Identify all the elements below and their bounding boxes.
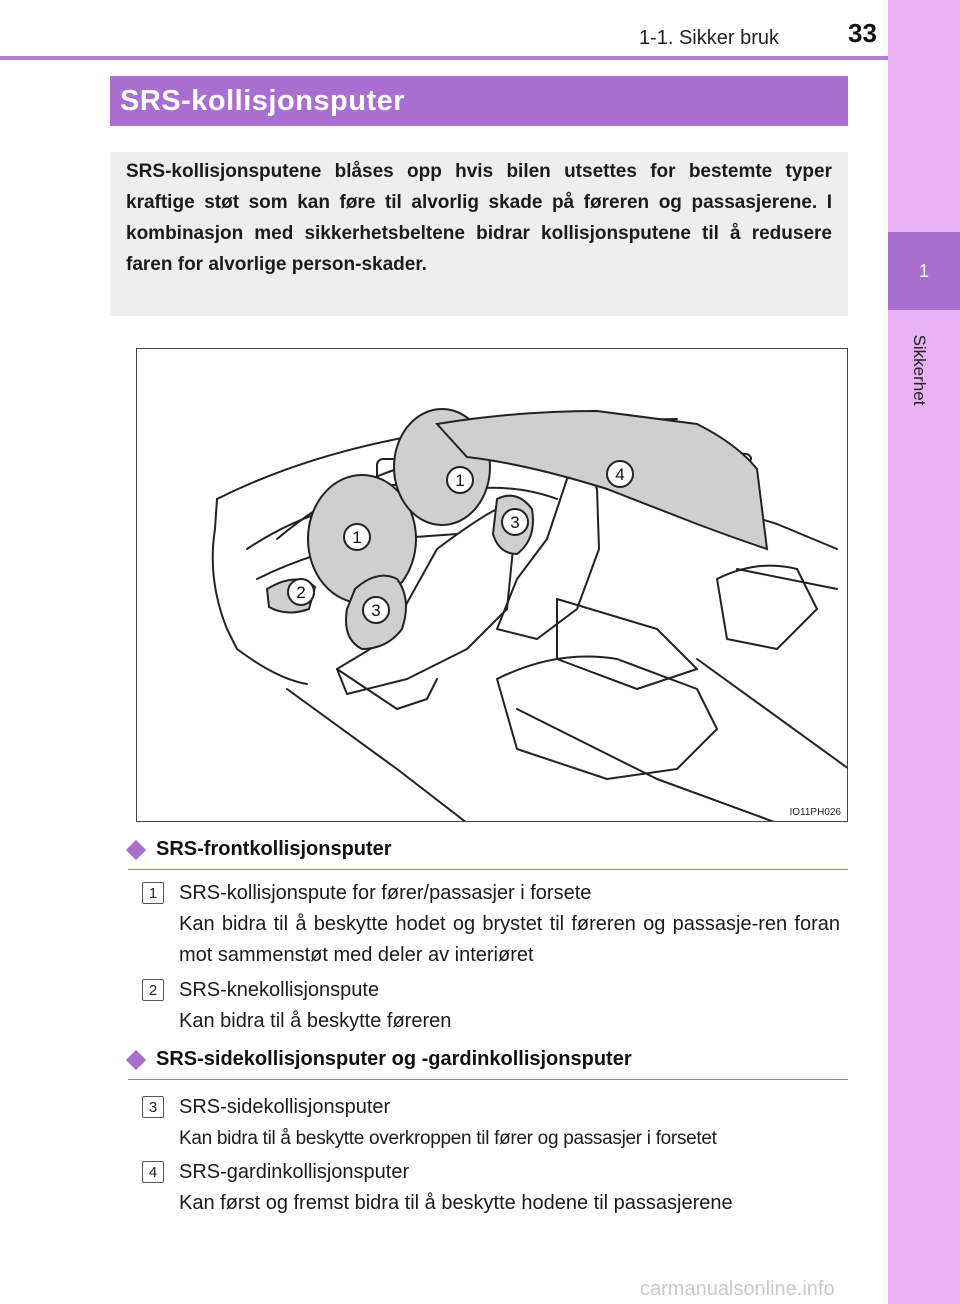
item-title: SRS-kollisjonspute for fører/passasjer i forsete (179, 882, 592, 904)
floor-right (697, 659, 848, 769)
section-heading-side-curtain-airbags (128, 1048, 848, 1080)
chapter-label-text: Sikkerhet (910, 334, 929, 406)
intro-text: SRS-kollisjonsputene blåses opp hvis bilen utsettes for bestemte typer kraftige støt som kan føre til alvorlig skade på føreren og passasjerene. I kombinasjon med sikkerhetsbeltene bidrar kollisjonsputene til å redusere faren for alvorlige person-skader. (126, 161, 832, 275)
header-rule (0, 56, 888, 60)
item-number-badge: 4 (142, 1161, 164, 1183)
page-number: 33 (848, 18, 877, 48)
chapter-number-tab[interactable]: 1 (888, 232, 960, 310)
chapter-label (908, 320, 930, 420)
item-description: Kan bidra til å beskytte føreren (179, 1010, 452, 1032)
callout-label: 2 (296, 583, 306, 602)
driver-seat-cushion (337, 669, 437, 709)
item-number-badge: 2 (142, 979, 164, 1001)
chapter-side-tab (888, 0, 960, 1304)
item-number-badge: 3 (142, 1096, 164, 1118)
item-title: SRS-knekollisjonspute (179, 979, 380, 1001)
section-heading-text: SRS-sidekollisjonsputer og -gardinkollisjonsputer (156, 1048, 632, 1070)
item-title: SRS-sidekollisjonsputer (179, 1096, 391, 1118)
center-console (557, 599, 697, 689)
page-title: SRS-kollisjonsputer (110, 76, 848, 126)
rear-seat (497, 657, 717, 780)
watermark: carmanualsonline.info (640, 1278, 835, 1300)
callout-label: 3 (371, 601, 381, 620)
right-door-mid (737, 569, 837, 589)
section-heading-front-airbags (128, 838, 848, 870)
floor-left (287, 689, 467, 822)
figure-code: IO11PH026 (789, 807, 841, 818)
item-description: Kan bidra til å beskytte overkroppen til fører og passasjer i forsetet (179, 1128, 717, 1149)
section-heading-text: SRS-frontkollisjonsputer (156, 838, 392, 860)
rear-right-seat (717, 566, 817, 649)
airbag-illustration (136, 348, 848, 822)
callout-label: 3 (510, 513, 520, 532)
item-title: SRS-gardinkollisjonsputer (179, 1161, 410, 1183)
car-interior-drawing (137, 349, 848, 822)
floor-center (517, 709, 777, 822)
item-description: Kan bidra til å beskytte hodet og brystet til føreren og passasje-ren foran mot sammenstøt med deler av interiøret (179, 913, 840, 966)
diamond-bullet-icon (126, 840, 146, 860)
callout-label: 1 (455, 471, 465, 490)
section-reference: 1-1. Sikker bruk (638, 27, 779, 49)
callout-label: 1 (352, 528, 362, 547)
callout-label: 4 (615, 465, 625, 484)
diamond-bullet-icon (126, 1050, 146, 1070)
intro-box (110, 152, 848, 316)
item-description: Kan først og fremst bidra til å beskytte hodene til passasjerene (179, 1192, 733, 1214)
item-number-badge: 1 (142, 882, 164, 904)
